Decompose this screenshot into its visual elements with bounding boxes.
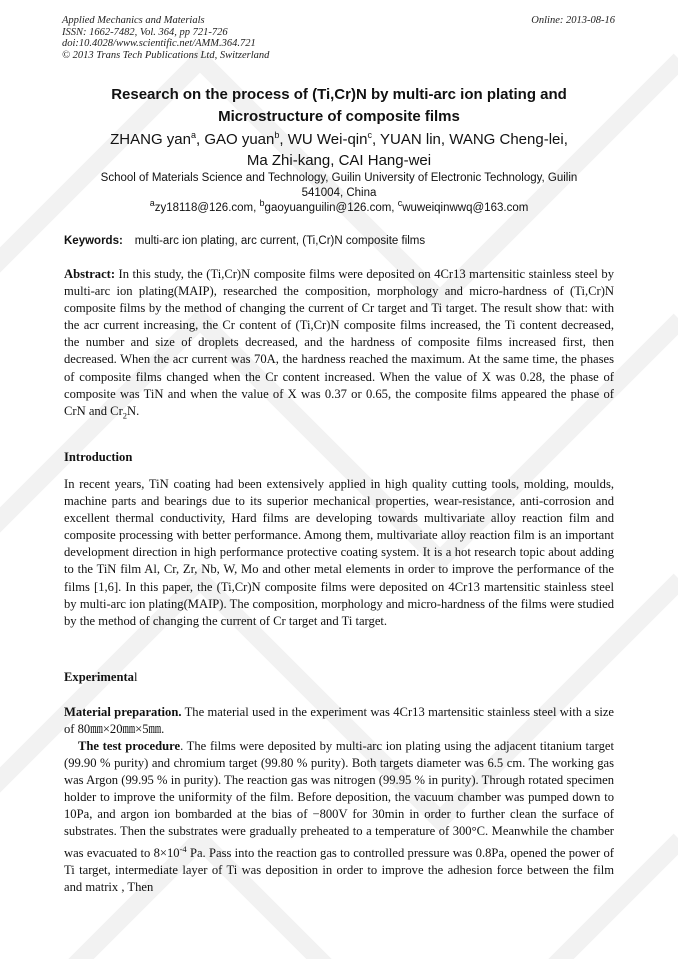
- author-rest: , YUAN lin, WANG Cheng-lei,: [371, 131, 568, 148]
- affiliation-line-1: School of Materials Science and Technology, Guilin University of Electronic Technology, Guilin: [100, 172, 578, 184]
- material-text: The material used in the experiment was 4Cr13 martensitic stainless steel with a size of 80㎜×20㎜×5㎜.: [64, 705, 614, 737]
- doi-line: doi:10.4028/www.scientific.net/AMM.364.721: [62, 38, 256, 49]
- paper-title: [60, 84, 618, 127]
- author-line-2: Ma Zhi-kang, CAI Hang-wei: [246, 152, 432, 169]
- abstract: [64, 266, 614, 424]
- email-b-mark: b: [259, 198, 265, 209]
- title-line-2: Microstructure of composite films: [218, 107, 460, 125]
- author-line-1: [50, 129, 628, 150]
- copyright-line: © 2013 Trans Tech Publications Ltd, Switzerland: [62, 49, 270, 61]
- experimental-heading-tail: l: [133, 670, 138, 684]
- experimental-heading: [64, 670, 137, 685]
- author-1: ZHANG yan: [110, 131, 191, 148]
- procedure-text-2: Pa. Pass into the reaction gas to controlled pressure was 0.8Pa, opened the power of Ti target, intermediate layer of Ti was deposition in order to improve the adhesion force between the film and matrix , Then: [64, 845, 614, 894]
- material-preparation-paragraph: [64, 704, 614, 738]
- procedure-label: The test procedure: [78, 739, 181, 753]
- procedure-exponent: -4: [179, 843, 187, 854]
- email-a: zy18118@126.com,: [154, 202, 260, 214]
- abstract-subscript: 2: [122, 410, 128, 421]
- material-label: Material preparation.: [64, 705, 182, 719]
- abstract-text: In this study, the (Ti,Cr)N composite films were deposited on 4Cr13 martensitic stainless steel by multi-arc ion plating(MAIP), researched the composition, morphology and micro-hardness of (Ti,Cr)N composite films by the method of changing the current of Cr target and Ti target. The result show that: with the acr current increasing, the Cr content of (Ti,Cr)N composite films increased, the Ti content decreased, the number and size of droplets decreased, and the hardness of composite films increased first, then decreased. When the acr current was 70A, the hardness reached the maximum. At the same time, the phases of composite films changed when the Cr content increased. When the value of X was 0.28, the phase of composite was TiN and when the value of X was 0.37 or 0.65, the composite films appeared the phase of CrN and Cr: [64, 267, 614, 418]
- keywords: [64, 235, 425, 247]
- author-3-mark: c: [367, 130, 372, 140]
- author-3: , WU Wei-qin: [279, 131, 368, 148]
- abstract-label: Abstract:: [64, 267, 116, 281]
- author-1-mark: a: [190, 130, 196, 140]
- issn-line: ISSN: 1662-7482, Vol. 364, pp 721-726: [62, 26, 228, 38]
- journal-name: Applied Mechanics and Materials: [62, 15, 205, 26]
- introduction-text: In recent years, TiN coating had been extensively applied in high quality cutting tools, molding, moulds, machine parts and bearings due to its superior mechanical properties, wear-resistance, anti-corrosion and excellent thermal conductivity, Hard films are developing towards multivariate alloy reaction film and composite processing with better performance. Among them, multivariate alloy reaction film is an important development direction in high performance protective coating system. It is a hot research topic about adding to the TiN film Al, Cr, Zr, Nb, W, Mo and other metal elements in order to improve the performance of the films [1,6]. In this paper, the (Ti,Cr)N composite films were deposited on 4Cr13 martensitic stainless steel by multi-arc ion plating(MAIP). The composition, morphology and micro-hardness of the films were studied by the method of changing the current of Cr target and Ti target.: [64, 477, 614, 628]
- test-procedure-paragraph: [64, 738, 614, 896]
- email-a-mark: a: [149, 198, 155, 209]
- title-line-1: Research on the process of (Ti,Cr)N by multi-arc ion plating and: [111, 86, 567, 103]
- abstract-end: N.: [127, 403, 140, 418]
- email-c-mark: c: [397, 198, 403, 209]
- author-2-mark: b: [274, 130, 280, 140]
- affiliation-line-2: 541004, China: [301, 187, 377, 199]
- journal-meta: [62, 15, 269, 61]
- introduction-heading: Introduction: [64, 450, 133, 464]
- affiliation: [50, 171, 628, 201]
- email-c: wuweiqinwwq@163.com: [402, 202, 529, 214]
- email-b: gaoyuanguilin@126.com,: [264, 202, 398, 214]
- keywords-text: multi-arc ion plating, arc current, (Ti,Cr)N composite films: [134, 235, 426, 247]
- author-list: [50, 129, 628, 171]
- author-emails: [50, 198, 628, 216]
- keywords-label: Keywords:: [64, 235, 123, 247]
- author-2: , GAO yuan: [196, 131, 275, 148]
- experimental-heading-main: Experimenta: [64, 670, 134, 684]
- procedure-text-1: . The films were deposited by multi-arc ion plating using the adjacent titanium target (99.90 % purity) and chromium target (99.80 % purity). Both targets diameter was 6.5 cm. The working gas was Argon (99.95 % in purity). The reaction gas was nitrogen (99.95 % in purity). Through rotated specimen holder to improve the uniformity of the film. Before deposition, the vacuum chamber was pumped down to 10Pa, and argon ion bombarded at the bias of −800V for 30min in order to further clean the surface of substrates. Then the substrates were gradually preheated to a temperature of 300°C. Meanwhile the chamber was evacuated to 8×10: [64, 739, 614, 860]
- online-date: Online: 2013-08-16: [531, 15, 615, 26]
